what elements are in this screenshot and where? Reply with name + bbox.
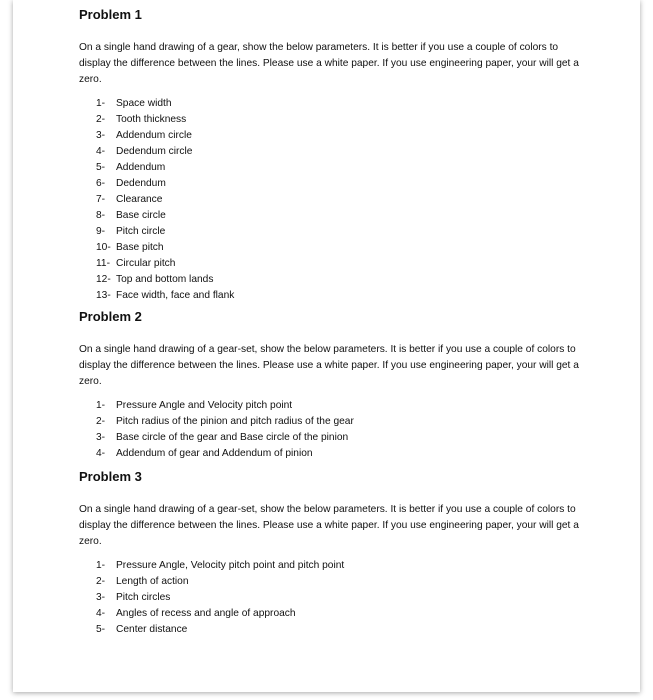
- list-item: [96, 160, 579, 176]
- list-item: [96, 398, 579, 414]
- problem-instructions: On a single hand drawing of a gear-set, show the below parameters. It is better if you use a couple of colors to display the difference between the lines. Please use a white paper. If you use engineering paper, your will get a zero.: [79, 344, 579, 387]
- item-text: Pressure Angle, Velocity pitch point and pitch point: [116, 560, 345, 571]
- list-item: [96, 446, 579, 462]
- item-number: 1-: [96, 560, 106, 571]
- document-page: [13, 0, 640, 692]
- item-number: 8-: [96, 210, 106, 221]
- item-number: 12-: [96, 274, 111, 285]
- list-item: [96, 192, 579, 208]
- item-number: 3-: [96, 592, 106, 603]
- parameter-list: [79, 558, 579, 638]
- item-text: Face width, face and flank: [116, 290, 235, 301]
- item-number: 9-: [96, 226, 106, 237]
- list-item: [96, 128, 579, 144]
- item-text: Clearance: [116, 194, 163, 205]
- item-text: Angles of recess and angle of approach: [116, 608, 296, 619]
- item-text: Center distance: [116, 624, 188, 635]
- item-text: Base pitch: [116, 242, 164, 253]
- item-number: 4-: [96, 608, 106, 619]
- item-text: Addendum: [116, 162, 166, 173]
- item-number: 13-: [96, 290, 111, 301]
- item-number: 5-: [96, 162, 106, 173]
- list-item: [96, 224, 579, 240]
- problem-heading: Problem 2: [79, 309, 142, 324]
- problem-heading: Problem 1: [79, 7, 142, 22]
- list-item: [96, 144, 579, 160]
- list-item: [96, 606, 579, 622]
- item-text: Base circle of the gear and Base circle of the pinion: [116, 432, 349, 443]
- item-text: Top and bottom lands: [116, 274, 214, 285]
- item-number: 7-: [96, 194, 106, 205]
- document-content: [79, 7, 579, 638]
- item-number: 5-: [96, 624, 106, 635]
- item-text: Tooth thickness: [116, 114, 187, 125]
- list-item: [96, 574, 579, 590]
- item-number: 2-: [96, 576, 106, 587]
- problem-heading: Problem 3: [79, 469, 142, 484]
- problem-instructions: On a single hand drawing of a gear, show the below parameters. It is better if you use a couple of colors to display the difference between the lines. Please use a white paper. If you use engineering paper, your will get a zero.: [79, 42, 579, 85]
- item-text: Circular pitch: [116, 258, 176, 269]
- problem-3: [79, 469, 579, 638]
- parameter-list: [79, 398, 579, 462]
- list-item: [96, 272, 579, 288]
- item-number: 3-: [96, 130, 106, 141]
- list-item: [96, 240, 579, 256]
- problem-1: [79, 7, 579, 304]
- item-number: 6-: [96, 178, 106, 189]
- item-text: Space width: [116, 98, 172, 109]
- item-number: 11-: [96, 258, 110, 269]
- item-text: Addendum circle: [116, 130, 192, 141]
- list-item: [96, 430, 579, 446]
- list-item: [96, 176, 579, 192]
- list-item: [96, 288, 579, 304]
- item-text: Pitch circle: [116, 226, 166, 237]
- item-number: 10-: [96, 242, 111, 253]
- item-number: 4-: [96, 146, 106, 157]
- item-text: Length of action: [116, 576, 189, 587]
- item-text: Base circle: [116, 210, 166, 221]
- item-text: Pitch radius of the pinion and pitch radius of the gear: [116, 416, 354, 427]
- item-text: Dedendum: [116, 178, 166, 189]
- list-item: [96, 208, 579, 224]
- item-number: 1-: [96, 400, 106, 411]
- problem-instructions: On a single hand drawing of a gear-set, show the below parameters. It is better if you use a couple of colors to display the difference between the lines. Please use a white paper. If you use engineering paper, your will get a zero.: [79, 504, 579, 547]
- parameter-list: [79, 96, 579, 304]
- list-item: [96, 414, 579, 430]
- item-number: 3-: [96, 432, 106, 443]
- item-text: Dedendum circle: [116, 146, 193, 157]
- problem-2: [79, 309, 579, 462]
- list-item: [96, 256, 579, 272]
- list-item: [96, 112, 579, 128]
- list-item: [96, 590, 579, 606]
- list-item: [96, 622, 579, 638]
- item-text: Pitch circles: [116, 592, 171, 603]
- item-number: 2-: [96, 114, 106, 125]
- item-number: 2-: [96, 416, 106, 427]
- list-item: [96, 558, 579, 574]
- item-number: 1-: [96, 98, 106, 109]
- list-item: [96, 96, 579, 112]
- item-text: Addendum of gear and Addendum of pinion: [116, 448, 313, 459]
- item-number: 4-: [96, 448, 106, 459]
- item-text: Pressure Angle and Velocity pitch point: [116, 400, 293, 411]
